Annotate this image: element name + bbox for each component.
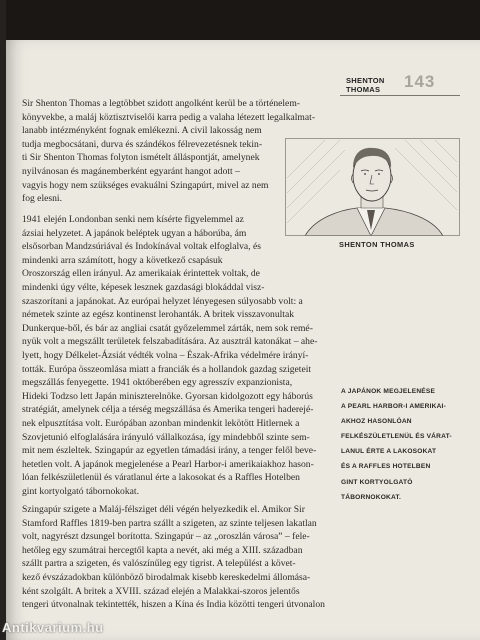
- text-line: tengeri útvonalnak tekintették, hiszen a Kína és India közötti tengeri útvonalon: [22, 599, 325, 611]
- side-caption: [341, 384, 453, 505]
- text-line: mindenki arra számított, hogy a következő csapásuk: [22, 254, 223, 266]
- text-line: nyilvánosan és magánemberként egyaránt hangot adott –: [22, 165, 240, 177]
- text-line: könyvekbe, a maláj köztisztviselői karra pedig a valaha létezett legalkalmat-: [22, 111, 316, 123]
- text-line: nek elpusztítása volt. Európában azonban mindenkit lekötött Hitlernek a: [22, 417, 300, 429]
- text-line: 1941 elején Londonban senki nem kísérte figyelemmel az: [22, 214, 244, 225]
- text-line: Hideki Todzso lett Japán miniszterelnöke. Gyorsan kidolgozott egy háborús: [22, 390, 313, 402]
- text-line: ti Sir Shenton Thomas folyton ismételt álláspontját, amelynek: [22, 152, 260, 164]
- portrait-caption: SHENTON THOMAS: [339, 240, 415, 249]
- text-line: vagyis hogy nem szükséges evakuálni Szingapúrt, mivel az nem: [22, 179, 269, 191]
- text-line: gint kortyolgató tábornokokat.: [22, 485, 139, 497]
- text-line: ként szolgált. A britek a XVIII. század elején a Malakkai-szoros jelentős: [22, 585, 300, 597]
- text-line: Szovjetunió elfoglalására irányuló vállalkozása, így mindebből szinte sem-: [22, 431, 310, 443]
- text-line: Sir Shenton Thomas a legtöbbet szidott angolként kerül be a történelem-: [22, 98, 300, 109]
- text-line: Szingapúr szigete a Maláj-félsziget déli végén helyezkedik el. Amikor Sir: [22, 504, 305, 515]
- side-caption-line: ÉS A RAFFLES HOTELBEN: [341, 463, 431, 471]
- text-line: fog elesni.: [22, 193, 62, 205]
- text-line: ázsiai helyzetet. A japánok beléptek ugyan a háborúba, ám: [22, 227, 247, 239]
- text-line: Dunkerque-ből, és bár az angliai csatát győzelemmel zárták, nem sok remé-: [22, 322, 313, 334]
- paragraph-3: [22, 503, 333, 612]
- side-caption-line: AKHOZ HASONLÓAN: [341, 418, 412, 426]
- text-line: mindenki úgy vélte, képesek lesznek gazdasági blokáddal visz-: [22, 281, 265, 293]
- text-line: hetetlen volt. A japánok megjelenése a Pearl Harbor-i amerikaiakhoz hason-: [22, 458, 314, 470]
- text-line: megszállás fenyegette. 1941 októberében egy agresszív expanzionista,: [22, 377, 293, 389]
- text-line: mit nem észleltek. Szingapúr az egyetlen támadási irány, a tenger felől beve-: [22, 445, 317, 457]
- running-title-line2: THOMAS: [346, 85, 381, 94]
- side-caption-line: TÁBORNOKOKAT.: [341, 493, 401, 501]
- side-caption-line: A JAPÁNOK MEGJELENÉSE: [341, 388, 436, 395]
- text-line: Stamford Raffles 1819-ben partra szállt a szigeten, az szinte teljesen lakatlan: [22, 517, 317, 529]
- text-line: németek szinte az egész kontinenst lerohanták. A britek visszavonultak: [22, 309, 295, 321]
- watermark: Antikvarium.hu: [2, 620, 104, 635]
- text-line: elsősorban Mandzsúriával és Indokínával voltak elfoglalva, és: [22, 241, 261, 253]
- text-line: tudja megbocsátani, durva és szándékos félrevezetésnek tekin-: [22, 138, 263, 150]
- page-number: 143: [404, 72, 436, 91]
- running-title-line1: SHENTON: [346, 76, 385, 85]
- running-title: [346, 76, 396, 94]
- text-line: lóan felkészületlenül és váratlanul érte a lakosokat és a Raffles Hotelben: [22, 472, 300, 484]
- side-caption-line: A PEARL HARBOR-I AMERIKAI-: [341, 403, 446, 411]
- header-rule: [340, 95, 460, 96]
- paragraph-2: [22, 213, 333, 498]
- text-line: szaszorítani a japánokat. Az európai helyzet lényegesen súlyosabb volt: a: [22, 295, 303, 307]
- text-line: hetőleg egy szumátrai hercegtől kapta a nevét, aki még a XIII. században: [22, 544, 303, 556]
- text-line: lyett, hogy Délkelet-Ázsiát védték volna – Észak-Afrika védelmére irányí-: [22, 349, 309, 361]
- side-caption-line: LANUL ÉRTE A LAKOSOKAT: [341, 448, 437, 456]
- text-line: szállt partra a szigeten, és valószínűleg egy tigrist. A települést a követ-: [22, 558, 296, 570]
- side-caption-line: GINT KORTYOLGATÓ: [341, 478, 413, 486]
- side-caption-line: FELKÉSZÜLETLENÜL ÉS VÁRAT-: [341, 433, 452, 441]
- text-line: tották. Európa összeomlása miatt a franciák és a hollandok gazdag szigeteit: [22, 363, 312, 375]
- text-line: volt, nagyrészt dzsungel borította. Szingapúr – az „oroszlán városa” – fele-: [22, 531, 310, 543]
- text-line: nyük volt a megszállt területek felszabadítására. Az ausztrál katonákat – ahe-: [22, 336, 318, 348]
- shenton-thomas-portrait: [285, 138, 460, 236]
- text-line: kező évszázadokban különböző birodalmak kisebb kereskedelmi állomása-: [22, 571, 311, 583]
- text-line: stratégiát, amelynek célja a térség megszállása és Amerika tengeri haderejé-: [22, 404, 314, 416]
- text-line: lanabb intézményként fognak emlékezni. A civil lakosság nem: [22, 125, 262, 137]
- text-line: Oroszország ellen irányul. Az amerikaiak érintettek voltak, de: [22, 268, 260, 280]
